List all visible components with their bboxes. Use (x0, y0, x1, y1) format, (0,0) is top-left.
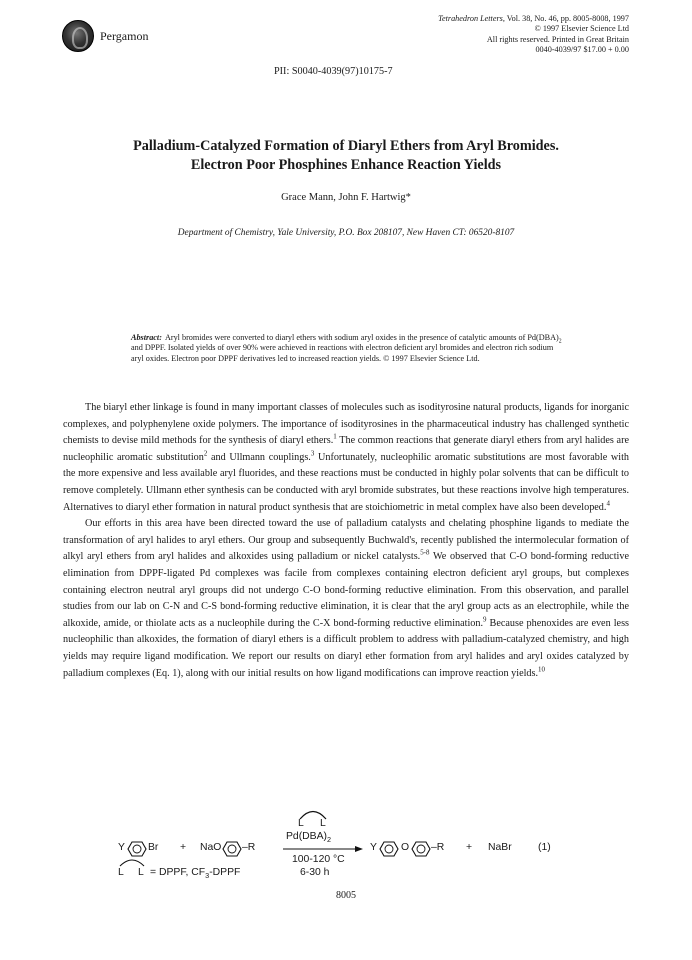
plus-sign-2: + (466, 842, 473, 853)
plus-sign-1: + (180, 842, 187, 853)
ligand-def-l-right: L (138, 867, 144, 878)
substituent-r-2: –R (431, 842, 445, 853)
journal-info (438, 14, 629, 56)
ref-5-8: 5-8 (420, 549, 430, 557)
title-line-1: Palladium-Catalyzed Formation of Diaryl Ethers from Aryl Bromides. (133, 138, 559, 154)
title-line-2: Electron Poor Phosphines Enhance Reaction Yields (190, 157, 502, 173)
abstract (131, 333, 563, 364)
abstract-text-2: and DPPF. Isolated yields of over 90% were achieved in reactions with electron deficient aryl bromides and electron rich sodium aryl oxides. Electron poor DPPF derivatives led to increased reaction yields. © 1997 Elsevier Science Ltd. (131, 343, 554, 363)
rights-line: All rights reserved. Printed in Great Britain (486, 34, 629, 44)
temperature: 100-120 °C (292, 854, 345, 865)
reaction-arrow-icon (283, 845, 363, 853)
ether-oxygen: O (401, 842, 410, 853)
p1-text-d: Unfortunately, nucleophilic aromatic substitutions are most favorable with the more expensive and less available aryl fluorides, and these reactions must be conducted in highly polar solvents that can be difficult to remove completely. Ullmann ether synthesis can be conducted with aryl bromide substrates, but these reactions involve high temperatures. Alternatives to diaryl ether formation in natural product synthesis that are stoichiometric in metal complex have also been developed. (63, 451, 629, 513)
ref-4: 4 (606, 500, 610, 508)
ligand-def-l-left: L (118, 867, 124, 878)
copyright-line: © 1997 Elsevier Science Ltd (534, 24, 629, 34)
benzene-ring-icon (411, 839, 431, 859)
ligand-def-arc-icon (118, 857, 146, 867)
ligand-l-right: L (320, 818, 326, 829)
abstract-text-1: Aryl bromides were converted to diaryl ethers with sodium aryl oxides in the presence of catalytic amounts of Pd(DBA) (164, 333, 559, 342)
substituent-y-2: Y (370, 842, 377, 853)
substituent-y-1: Y (118, 842, 125, 853)
publisher-name: Pergamon (100, 28, 149, 43)
paragraph-1 (63, 400, 629, 516)
pii-code: PII: S0040-4039(97)10175-7 (274, 66, 393, 77)
p2-text-b: We observed that C-O bond-forming reductive elimination from DPPF-ligated Pd complexes was facile from complexes containing electron deficient aryl groups, but complexes containing electron neutral aryl groups did not undergo C-O bond-forming reductive elimination. From this observation, and parallel studies from our lab on C-N and C-S bond-forming reductive elimination, it is clear that the aryl group acts as an electrophile, while the alkoxide, amide, or thiolate acts as a nucleophile during the C-X bond-forming reductive elimination. (63, 551, 629, 629)
ref-9: 9 (483, 616, 487, 624)
byproduct-nabr: NaBr (488, 842, 512, 853)
affiliation: Department of Chemistry, Yale University, P.O. Box 208107, New Haven CT: 06520-8107 (177, 228, 515, 238)
p2-text-c: Because phenoxides are even less nucleophilic than alkoxides, the formation of diaryl ethers is a difficult problem to address with palladium-catalyzed chemistry, and high yields may require ligand modification. We report our results on diaryl ether formation from aryl halides and aryl oxides catalyzed by palladium complexes (Eq. 1), along with our initial results on how ligand modifications can improve reaction yields. (63, 617, 629, 679)
abstract-label: Abstract: (131, 333, 162, 342)
bromide-br: Br (148, 842, 159, 853)
journal-citation (438, 14, 629, 24)
substituent-r-1: –R (242, 842, 256, 853)
authors: Grace Mann, John F. Hartwig* (281, 192, 411, 203)
catalyst-label: $Pd(DBA)_2$ (286, 831, 332, 845)
sodium-oxide-nao: NaO (200, 842, 222, 853)
ref-10: 10 (538, 666, 545, 674)
journal-name: Tetrahedron Letters (438, 14, 503, 23)
abstract-sub: 2 (558, 338, 562, 345)
ligand-l-left: L (298, 818, 304, 829)
p2-text-a: Our efforts in this area have been directed toward the use of palladium catalysts and chelating phosphine ligands to mediate the transformation of aryl halides to aryl ethers. Our group and subsequently Buchwald's, recently published the intermolecular formation of alkyl aryl ethers from aryl halides and alkoxides using palladium or nickel catalysts. (63, 518, 629, 563)
ref-3: 3 (310, 450, 315, 458)
benzene-ring-icon (127, 839, 147, 859)
benzene-ring-icon (222, 839, 242, 859)
reaction-scheme (118, 810, 618, 880)
ligand-definition: = DPPF, $CF_3$-DPPF (150, 867, 241, 881)
page-number: 8005 (336, 890, 356, 901)
p1-text-b: The common reactions that generate diaryl ethers from aryl halides are nucleophilic aromatic substitution (63, 435, 629, 463)
paragraph-2 (63, 516, 629, 682)
equation-number: (1) (538, 842, 551, 853)
citation-detail: , Vol. 38, No. 46, pp. 8005-8008, 1997 (502, 14, 629, 23)
benzene-ring-icon (379, 839, 399, 859)
pergamon-logo-icon (62, 20, 94, 52)
ref-1: 1 (333, 433, 337, 441)
reaction-time: 6-30 h (300, 867, 330, 878)
paper-title (0, 137, 692, 175)
price-line: 0040-4039/97 $17.00 + 0.00 (535, 45, 629, 55)
publisher-block (62, 20, 148, 52)
body-text (63, 400, 629, 682)
p1-text-c: and Ullmann couplings. (207, 451, 311, 463)
p1-text-a: The biaryl ether linkage is found in many important classes of molecules such as isodityrosine natural products, ligands for inorganic complexes, and polyphenylene oxide polymers. The importance of isodityrosines in the pharmaceutical industry has challenged synthetic chemists to devise mild methods for the synthesis of diaryl ethers. (63, 402, 629, 447)
ref-2: 2 (203, 450, 208, 458)
